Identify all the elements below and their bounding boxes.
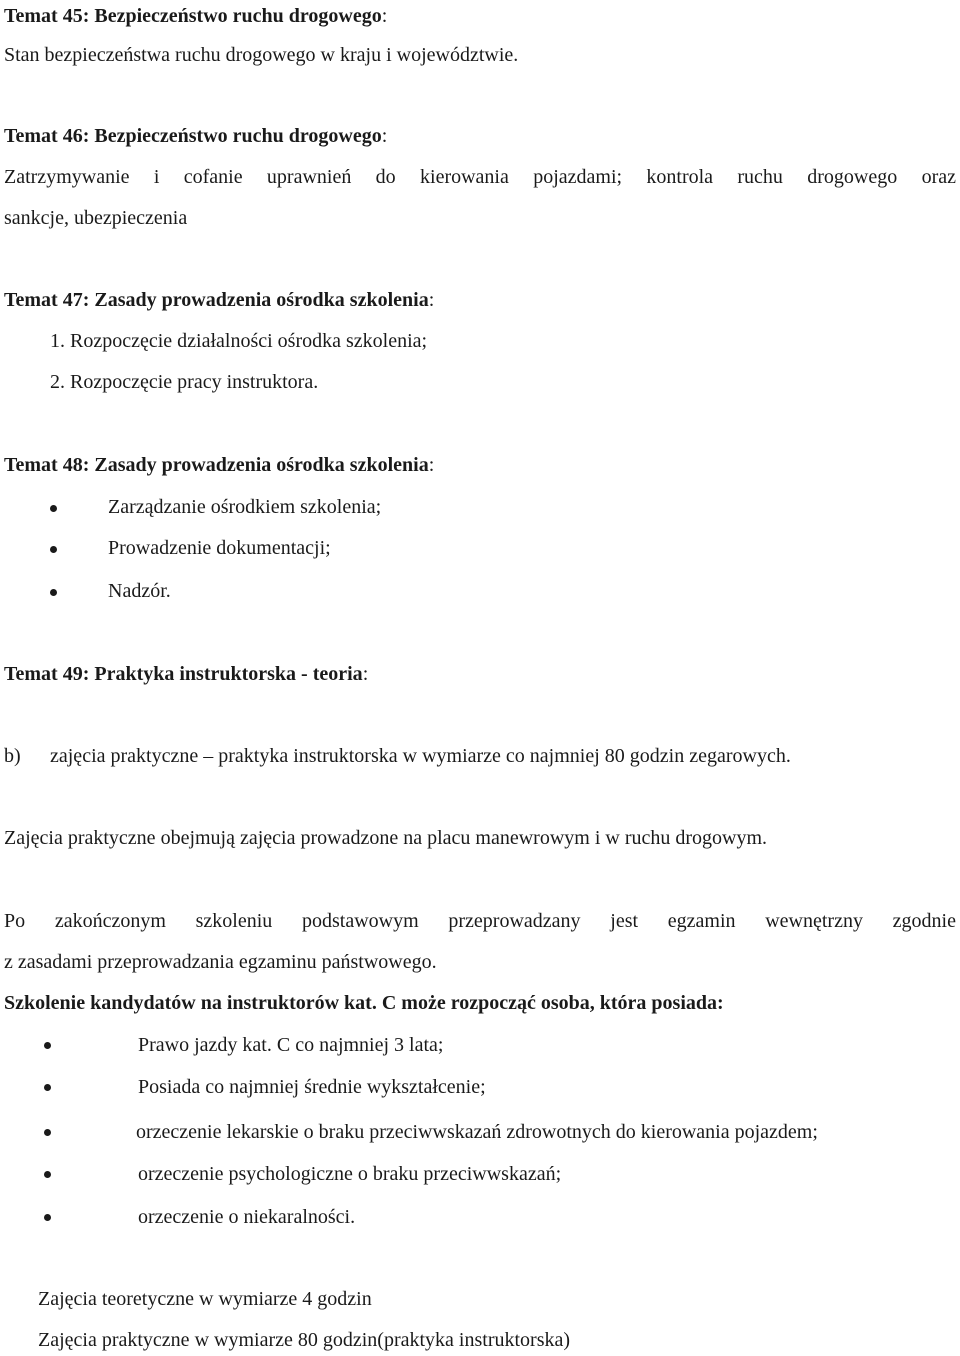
- candidates-heading: Szkolenie kandydatów na instruktorów kat. C może rozpocząć osoba, która posiada:: [4, 992, 724, 1014]
- topic-47-title-colon: :: [428, 289, 435, 311]
- topic-46-title-colon: :: [381, 125, 388, 147]
- candidates-item-3: orzeczenie lekarskie o braku przeciwwskazań zdrowotnych do kierowania pojazdem;: [136, 1121, 818, 1143]
- paragraph-exam-line-1: Po zakończonym szkoleniu podstawowym przeprowadzany jest egzamin wewnętrzny zgodnie: [4, 910, 956, 932]
- paragraph-practical-classes: Zajęcia praktyczne obejmują zajęcia prowadzone na placu manewrowym i w ruchu drogowym.: [4, 827, 768, 849]
- topic-48-item-1: Zarządzanie ośrodkiem szkolenia;: [108, 496, 382, 518]
- topic-45-title-colon: :: [381, 5, 388, 27]
- candidates-item-1: Prawo jazdy kat. C co najmniej 3 lata;: [138, 1034, 444, 1056]
- bullet-icon: [50, 589, 57, 596]
- topic-48-title: [4, 453, 434, 477]
- hours-practice: Zajęcia praktyczne w wymiarze 80 godzin(praktyka instruktorska): [38, 1329, 571, 1351]
- topic-46-title-text: Temat 46: Bezpieczeństwo ruchu drogowego: [4, 125, 382, 147]
- topic-46-title: [4, 124, 387, 148]
- topic-46-line-1: Zatrzymywanie i cofanie uprawnień do kierowania pojazdami; kontrola ruchu drogowego oraz: [4, 166, 956, 188]
- candidates-item-5: orzeczenie o niekaralności.: [138, 1206, 356, 1228]
- bullet-icon: [44, 1171, 51, 1178]
- bullet-icon: [44, 1084, 51, 1091]
- topic-49-item-text: zajęcia praktyczne – praktyka instruktorska w wymiarze co najmniej 80 godzin zegarowych.: [50, 745, 791, 767]
- topic-49-title: [4, 662, 368, 686]
- topic-45-title-text: Temat 45: Bezpieczeństwo ruchu drogowego: [4, 5, 382, 27]
- topic-47-item-1: 1. Rozpoczęcie działalności ośrodka szkolenia;: [50, 330, 428, 352]
- topic-46-line-2: sankcje, ubezpieczenia: [4, 207, 188, 229]
- candidates-item-4: orzeczenie psychologiczne o braku przeciwwskazań;: [138, 1163, 562, 1185]
- bullet-icon: [44, 1042, 51, 1049]
- topic-49-title-colon: :: [362, 663, 369, 685]
- bullet-icon: [44, 1129, 51, 1136]
- topic-45-line: Stan bezpieczeństwa ruchu drogowego w kraju i województwie.: [4, 44, 519, 66]
- topic-45-title: [4, 4, 387, 28]
- candidates-item-2: Posiada co najmniej średnie wykształcenie;: [138, 1076, 486, 1098]
- topic-48-item-3: Nadzór.: [108, 580, 171, 602]
- topic-48-title-text: Temat 48: Zasady prowadzenia ośrodka szkolenia: [4, 454, 429, 476]
- topic-47-title: [4, 288, 434, 312]
- hours-theory: Zajęcia teoretyczne w wymiarze 4 godzin: [38, 1288, 372, 1310]
- bullet-icon: [50, 505, 57, 512]
- topic-49-item-marker: b): [4, 745, 21, 767]
- topic-48-item-2: Prowadzenie dokumentacji;: [108, 537, 331, 559]
- topic-47-title-text: Temat 47: Zasady prowadzenia ośrodka szkolenia: [4, 289, 429, 311]
- paragraph-exam-line-2: z zasadami przeprowadzania egzaminu państwowego.: [4, 951, 437, 973]
- topic-49-title-text: Temat 49: Praktyka instruktorska - teoria: [4, 663, 363, 685]
- topic-48-title-colon: :: [428, 454, 435, 476]
- topic-47-item-2: 2. Rozpoczęcie pracy instruktora.: [50, 371, 319, 393]
- bullet-icon: [50, 546, 57, 553]
- bullet-icon: [44, 1214, 51, 1221]
